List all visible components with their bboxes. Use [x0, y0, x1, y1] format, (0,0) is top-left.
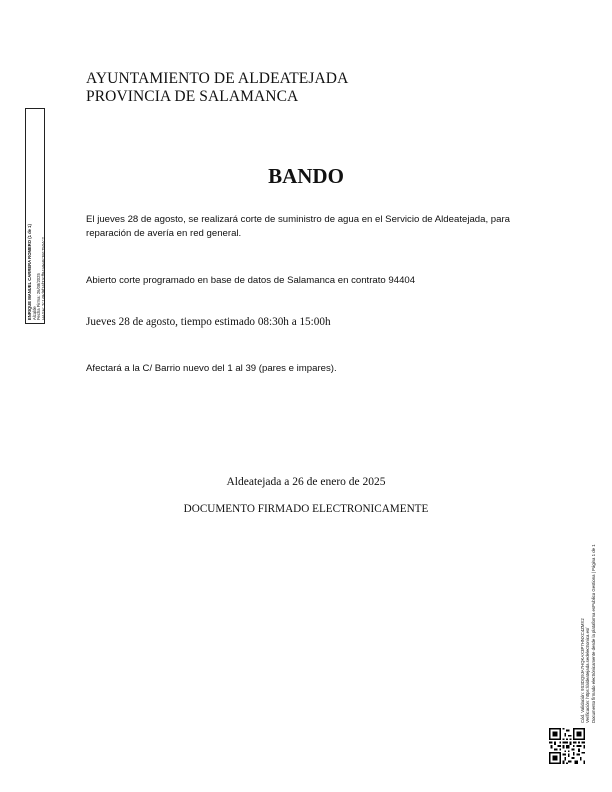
qr-code-icon [549, 728, 585, 764]
signer-role: Alcalde [31, 306, 37, 320]
verification-footer [580, 468, 604, 723]
platform-notice: Documento firmado electrónicamente desde la plataforma esPublico Gestiona | Página 1 de 1 [590, 544, 596, 723]
signature-panel [25, 108, 45, 324]
signed-notice: DOCUMENTO FIRMADO ELECTRONICAMENTE [183, 503, 429, 515]
document-title: BANDO [268, 164, 344, 188]
paragraph-affected-area: Afectará a la C/ Barrio nuevo del 1 al 39 (pares e impares). [86, 363, 337, 374]
paragraph-contract: Abierto corte programado en base de datos de Salamanca en contrato 94404 [86, 275, 416, 286]
municipality-name: AYUNTAMIENTO DE ALDEATEJADA [86, 70, 349, 87]
signature-date: Fecha Firma: 26/08/2025 [36, 273, 42, 320]
validation-code: Cód. Validación: 9S3DQ9JA7HQKAX3P7HNXC4ZMX2 [580, 618, 585, 723]
province-name: PROVINCIA DE SALAMANCA [86, 88, 299, 105]
paragraph-announcement: El jueves 28 de agosto, se realizará corte de suministro de agua en el Servicio de Aldeatejada, para reparación de avería en red general. [86, 214, 510, 239]
place-and-date: Aldeatejada a 26 de enero de 2025 [226, 476, 386, 488]
verification-url: Verificación: https://aldeatejada.sedelectronica.es/ [585, 627, 591, 723]
paragraph-schedule: Jueves 28 de agosto, tiempo estimado 08:30h a 15:00h [86, 316, 331, 328]
signature-hash: HASH: 2c149d9f16f33cff94a9e8c3917504c2 [40, 237, 46, 320]
signer-name: ENRIQUE MANUEL CARRERA ROMERO (1 de 1) [27, 224, 32, 320]
issuer-header [86, 70, 348, 106]
